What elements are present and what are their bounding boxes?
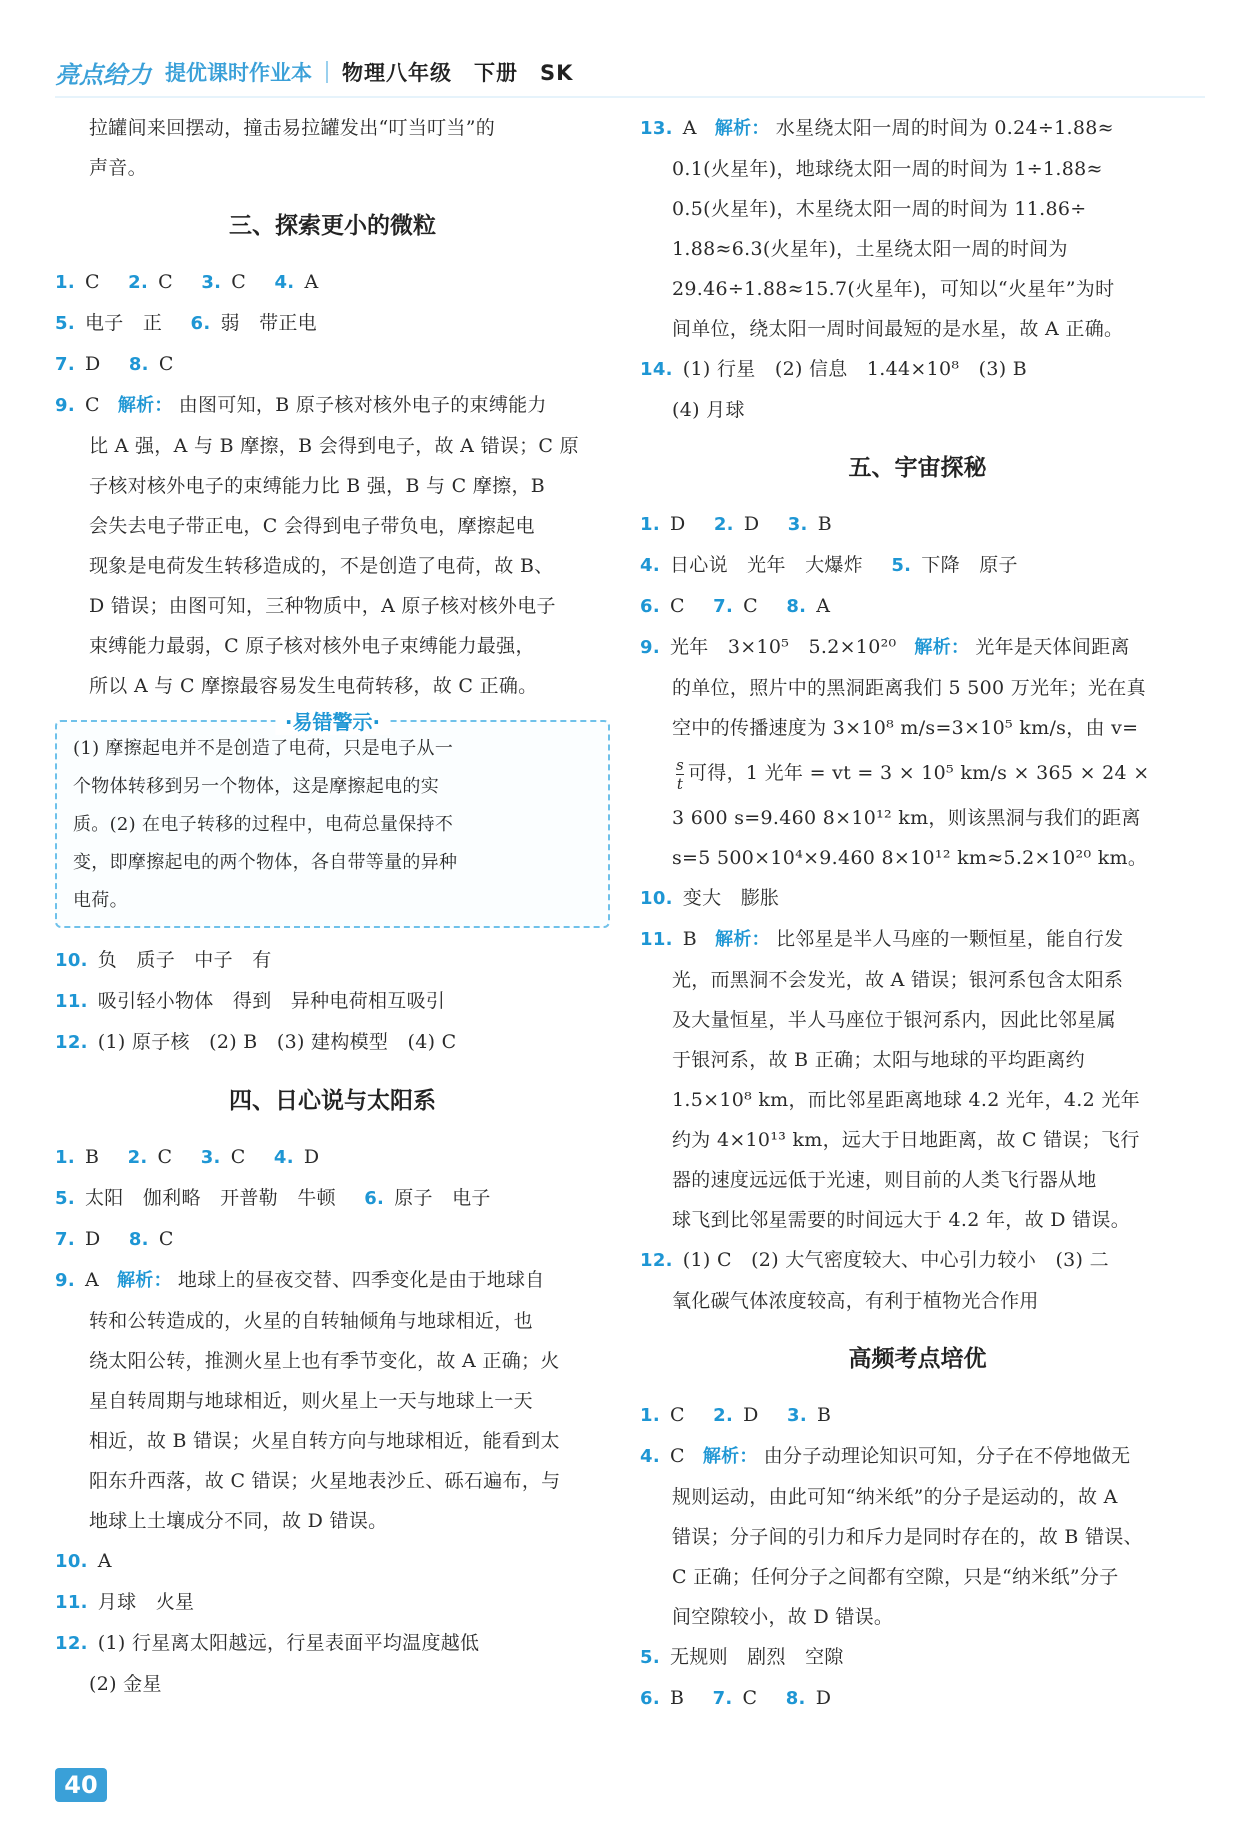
answer-9: 9. A 解析： 地球上的昼夜交替、四季变化是由于地球自: [55, 1269, 545, 1291]
book-title: 物理八年级 下册 SK: [342, 61, 574, 85]
answer-row: 7. D 8. C: [55, 353, 174, 375]
text-line: 相近，故 B 错误；火星自转方向与地球相近，能看到太: [89, 1430, 560, 1452]
text-line: 错误；分子间的引力和斥力是同时存在的，故 B 错误、: [672, 1526, 1143, 1548]
note-line: 质。(2) 在电子转移的过程中，电荷总量保持不: [73, 814, 454, 835]
text-line: 间空隙较小，故 D 错误。: [672, 1606, 894, 1628]
page-header: [55, 50, 1205, 94]
text-line: 约为 4×10¹³ km，远大于日地距离，故 C 错误；飞行: [672, 1129, 1140, 1151]
text-line: 声音。: [89, 157, 147, 179]
text-line: D 错误；由图可知，三种物质中，A 原子核对核外电子: [89, 595, 556, 617]
brand-logo-text: 亮点给力: [55, 60, 151, 89]
fraction-s-over-t: $\frac{s}{t}$: [676, 755, 684, 793]
answer-4: 4. C 解析： 由分子动理论知识可知，分子在不停地做无: [640, 1445, 1131, 1467]
right-column: [640, 108, 1195, 1719]
note-line: 电荷。: [73, 890, 128, 911]
text-line: 1.88≈6.3(火星年)，土星绕太阳一周的时间为: [672, 238, 1068, 260]
text-line: 拉罐间来回摆动，撞击易拉罐发出“叮当叮当”的: [89, 117, 496, 139]
text-line: 的单位，照片中的黑洞距离我们 5 500 万光年；光在真: [672, 677, 1146, 699]
answer-row: 4. 日心说 光年 大爆炸 5. 下降 原子: [640, 554, 1018, 576]
text-line: 所以 A 与 C 摩擦最容易发生电荷转移，故 C 正确。: [89, 675, 538, 697]
section-title: 四、日心说与太阳系: [229, 1088, 436, 1114]
answer-13: 13. A 解析： 水星绕太阳一周的时间为 0.24÷1.88≈: [640, 117, 1114, 139]
header-divider: [326, 61, 328, 83]
answer-row: 6. B 7. C 8. D: [640, 1687, 832, 1709]
answer-row: 5. 电子 正 6. 弱 带正电: [55, 312, 317, 334]
answer-12: 12. (1) 原子核 (2) B (3) 建构模型 (4) C: [55, 1031, 457, 1053]
text-line: 于银河系，故 B 正确；太阳与地球的平均距离约: [672, 1049, 1085, 1071]
answer-12: 12. (1) 行星离太阳越远，行星表面平均温度越低: [55, 1632, 480, 1654]
answer-9: 9. 光年 3×10⁵ 5.2×10²⁰ 解析： 光年是天体间距离: [640, 636, 1130, 658]
text-line: 光，而黑洞不会发光，故 A 错误；银河系包含太阳系: [672, 969, 1124, 991]
text-line: 束缚能力最弱，C 原子核对核外电子束缚能力最强，: [89, 635, 535, 657]
text-line: 1.5×10⁸ km，而比邻星距离地球 4.2 光年，4.2 光年: [672, 1089, 1140, 1111]
page-number: 40: [55, 1768, 107, 1802]
text-line: s=5 500×10⁴×9.460 8×10¹² km≈5.2×10²⁰ km。: [672, 847, 1148, 869]
text-line: 会失去电子带正电，C 会得到电子带负电，摩擦起电: [89, 515, 535, 537]
text-line: 及大量恒星，半人马座位于银河系内，因此比邻星属: [672, 1009, 1116, 1031]
note-line: 变，即摩擦起电的两个物体，各自带等量的异种: [73, 852, 458, 873]
text-line: (4) 月球: [672, 399, 745, 421]
warning-note-box: [55, 710, 610, 928]
text-line: 空中的传播速度为 3×10⁸ m/s=3×10⁵ km/s，由 v=: [672, 717, 1139, 739]
text-line: 绕太阳公转，推测火星上也有季节变化，故 A 正确；火: [89, 1350, 560, 1372]
answer-9: 9. C 解析： 由图可知，B 原子核对核外电子的束缚能力: [55, 394, 547, 416]
text-line: 器的速度远远低于光速，则目前的人类飞行器从地: [672, 1169, 1097, 1191]
answer-14: 14. (1) 行星 (2) 信息 1.44×10⁸ (3) B: [640, 358, 1028, 380]
text-line: 规则运动，由此可知“纳米纸”的分子是运动的，故 A: [672, 1486, 1118, 1508]
text-line: 0.1(火星年)，地球绕太阳一周的时间为 1÷1.88≈: [672, 158, 1103, 180]
answer-row: 7. D 8. C: [55, 1228, 174, 1250]
formula-line: $\frac{s}{t}$ 可得，1 光年 = vt = 3 × 10⁵ km/s × 365 × 24 ×: [676, 755, 1150, 793]
text-line: 星自转周期与地球相近，则火星上一天与地球上一天: [89, 1390, 533, 1412]
text-line: 转和公转造成的，火星的自转轴倾角与地球相近，也: [89, 1310, 533, 1332]
section-title: 五、宇宙探秘: [848, 455, 987, 481]
text-line: 0.5(火星年)，木星绕太阳一周的时间为 11.86÷: [672, 198, 1087, 220]
text-line: C 正确；任何分子之间都有空隙，只是“纳米纸”分子: [672, 1566, 1119, 1588]
answer-row: 1. C 2. D 3. B: [640, 1404, 832, 1426]
answer-5: 5. 无规则 剧烈 空隙: [640, 1646, 844, 1668]
book-series-title: 提优课时作业本: [165, 61, 312, 85]
text-line: 3 600 s=9.460 8×10¹² km，则该黑洞与我们的距离: [672, 807, 1141, 829]
text-line: 29.46÷1.88≈15.7(火星年)，可知以“火星年”为时: [672, 278, 1115, 300]
note-line: 个物体转移到另一个物体，这是摩擦起电的实: [73, 776, 439, 797]
text-line: (2) 金星: [89, 1673, 162, 1695]
left-column: [55, 108, 610, 1704]
answer-row: 1. C 2. C 3. C 4. A: [55, 271, 319, 293]
answer-row: 5. 太阳 伽利略 开普勒 牛顿 6. 原子 电子: [55, 1187, 491, 1209]
text-line: 氧化碳气体浓度较高，有利于植物光合作用: [672, 1290, 1039, 1312]
text-line: 间单位，绕太阳一周时间最短的是水星，故 A 正确。: [672, 318, 1124, 340]
answer-10: 10. 负 质子 中子 有: [55, 949, 272, 971]
text-line: 子核对核外电子的束缚能力比 B 强，B 与 C 摩擦，B: [89, 475, 546, 497]
answer-10: 10. A: [55, 1550, 112, 1572]
answer-12: 12. (1) C (2) 大气密度较大、中心引力较小 (3) 二: [640, 1249, 1109, 1271]
note-line: (1) 摩擦起电并不是创造了电荷，只是电子从一: [73, 738, 454, 759]
section-title: 三、探索更小的微粒: [229, 213, 436, 239]
answer-11: 11. 吸引轻小物体 得到 异种电荷相互吸引: [55, 990, 446, 1012]
warning-note-title: ·易错警示·: [275, 706, 390, 735]
text-line: 球飞到比邻星需要的时间远大于 4.2 年，故 D 错误。: [672, 1209, 1131, 1231]
answer-row: 1. B 2. C 3. C 4. D: [55, 1146, 320, 1168]
header-rule: [55, 96, 1205, 98]
answer-11: 11. B 解析： 比邻星是半人马座的一颗恒星，能自行发: [640, 928, 1124, 950]
text-line: 阳东升西落，故 C 错误；火星地表沙丘、砾石遍布，与: [89, 1470, 561, 1492]
text-line: 地球上土壤成分不同，故 D 错误。: [89, 1510, 388, 1532]
answer-10: 10. 变大 膨胀: [640, 887, 780, 909]
answer-row: 6. C 7. C 8. A: [640, 595, 831, 617]
text-line: 现象是电荷发生转移造成的，不是创造了电荷，故 B、: [89, 555, 554, 577]
text-line: 比 A 强，A 与 B 摩擦，B 会得到电子，故 A 错误；C 原: [89, 435, 579, 457]
answer-row: 1. D 2. D 3. B: [640, 513, 832, 535]
section-title: 高频考点培优: [848, 1346, 987, 1372]
answer-11: 11. 月球 火星: [55, 1591, 195, 1613]
